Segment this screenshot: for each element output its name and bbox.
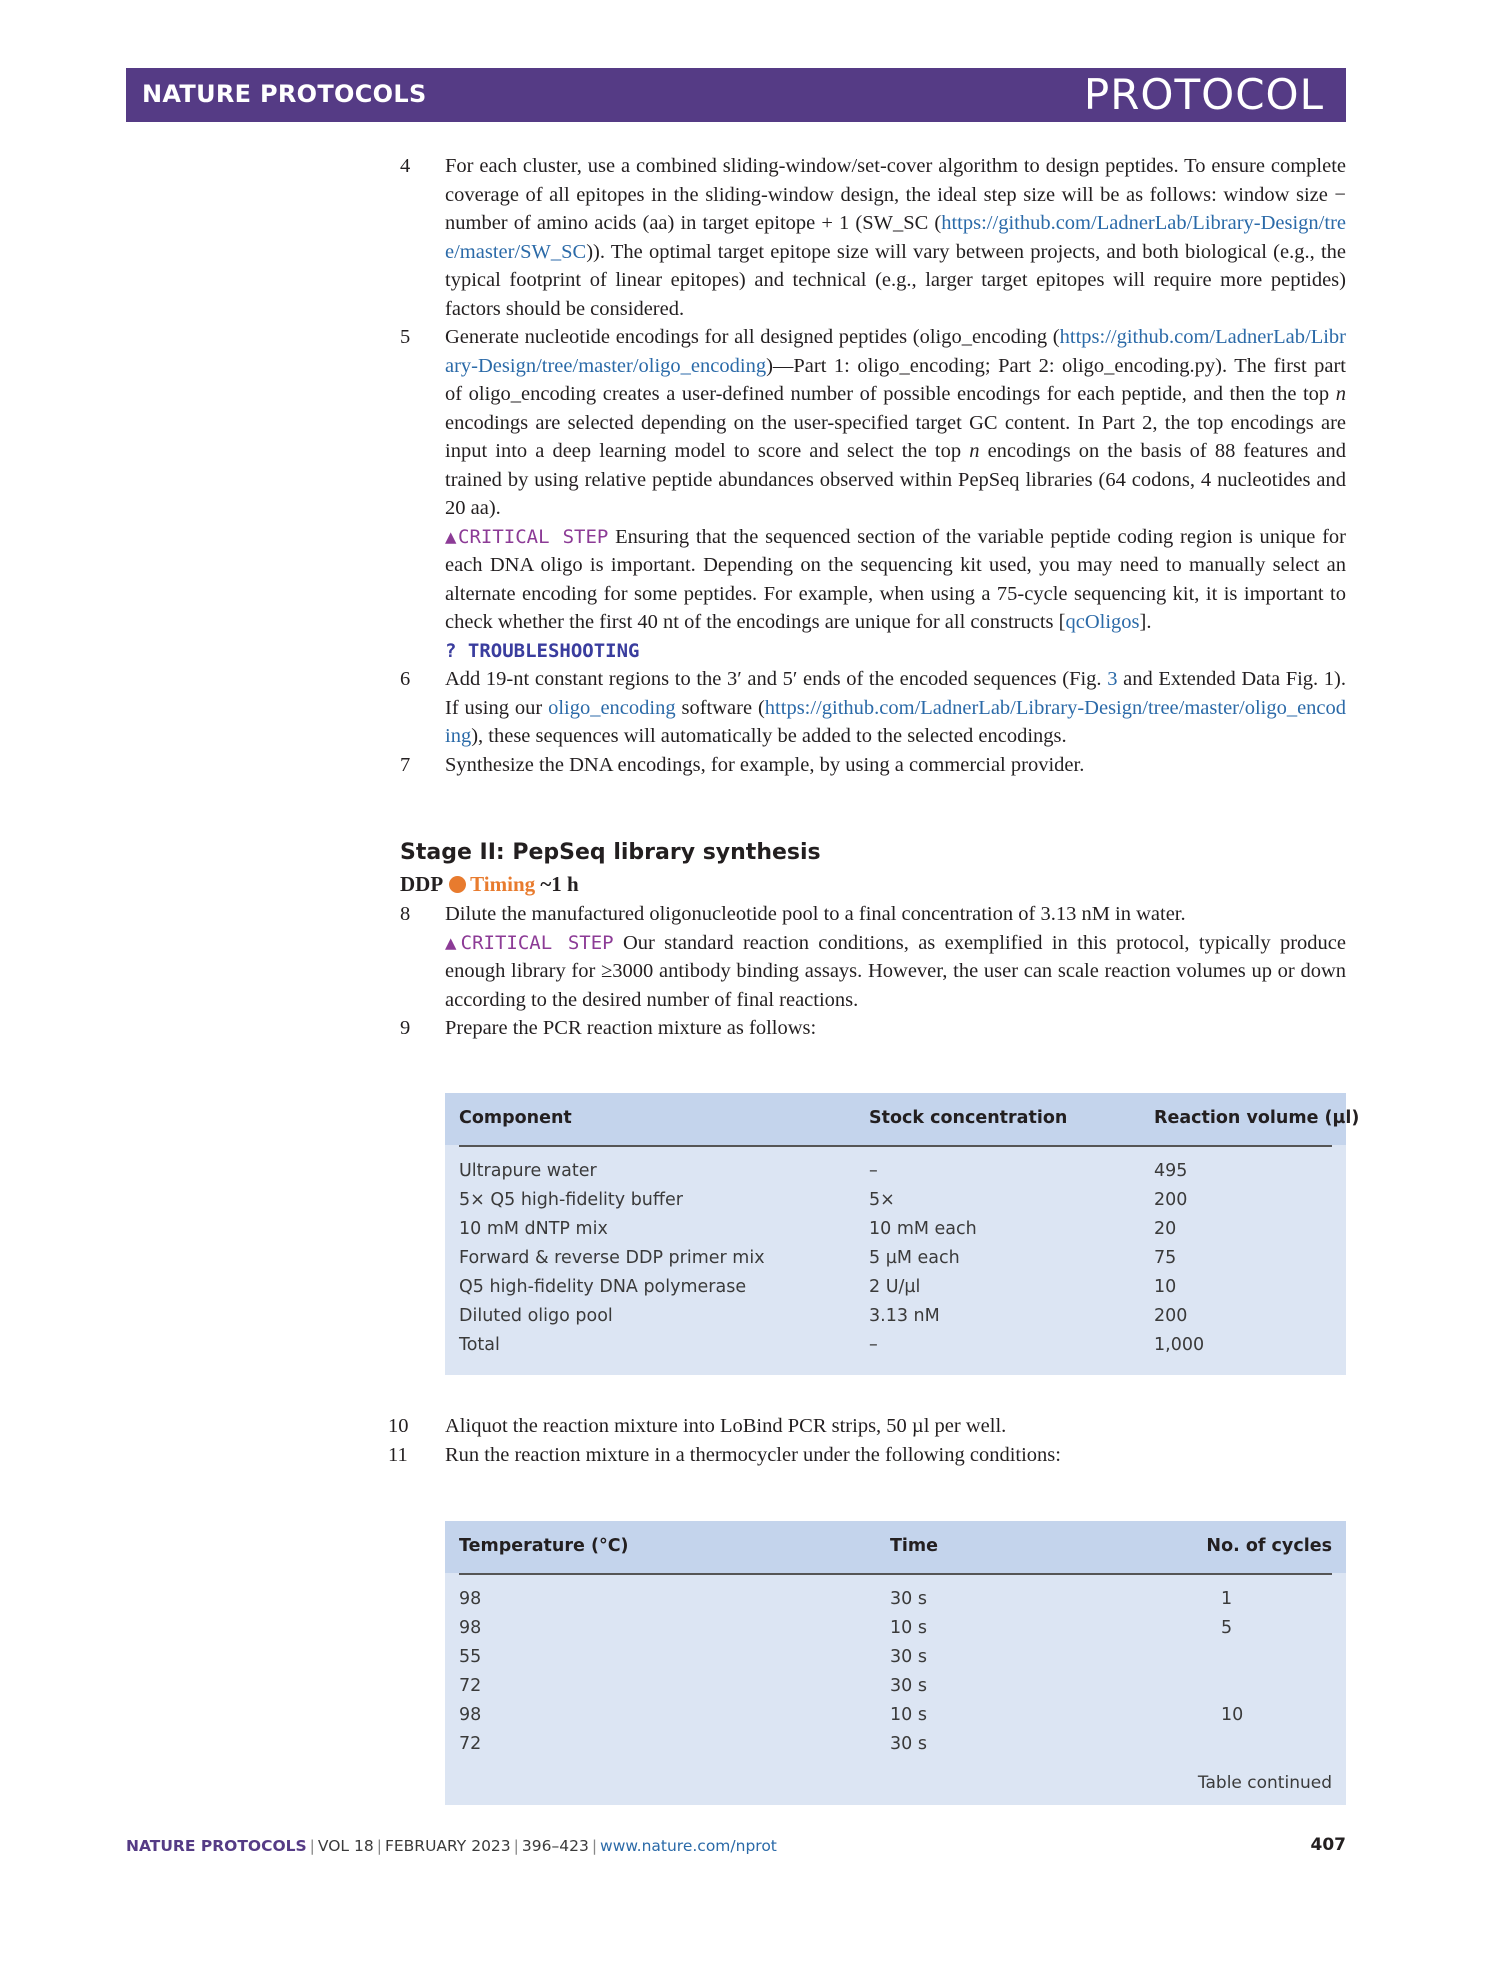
thermocycler-table [445, 1521, 1346, 1805]
figure-3-link[interactable]: 3 [1107, 668, 1118, 690]
step-number: 7 [400, 753, 411, 776]
steps-section-synthesis [400, 900, 1346, 1043]
step-number: 10 [388, 1415, 409, 1437]
footer-url-link[interactable]: www.nature.com/nprot [600, 1837, 777, 1855]
step-4: 4 For each cluster, use a combined sliding-window/set-cover algorithm to design peptides. To ensure complete coverage of all epitopes in the sliding-window design, the ideal step size will be as follows: window size − number of amino acids (aa) in target epitope + 1 (SW_SC (https://github.com/LadnerLab/Library-Design/tree/master/SW_SC)). The optimal target epitope size will vary between projects, and both biological (e.g., the typical footprint of linear epitopes) and technical (e.g., larger target epitopes will require more peptides) factors should be considered. [400, 152, 1346, 323]
timing-label: Timing [470, 872, 536, 896]
column-header: Reaction volume (µl) [1154, 1108, 1360, 1128]
critical-step-note: ▲CRITICAL STEP Ensuring that the sequenced section of the variable peptide coding region is unique for each DNA oligo is important. Depending on the sequencing kit used, you may need to manually select an alternate encoding for some peptides. For example, when using a 75-cycle sequencing kit, it is important to check whether the first 40 nt of the encodings are unique for all constructs [qcOligos]. [445, 525, 1346, 633]
table-row: 55 30 s [459, 1647, 927, 1667]
column-header: Stock concentration [869, 1108, 1068, 1128]
table-header-row [445, 1093, 1360, 1145]
header-rule [459, 1573, 1332, 1575]
table-row: Ultrapure water – 495 [459, 1161, 1188, 1181]
page-number: 407 [1310, 1835, 1346, 1855]
oligo-encoding-software-link[interactable]: oligo_encoding [548, 696, 676, 719]
article-type: PROTOCOL [1083, 70, 1324, 119]
table-row: Forward & reverse DDP primer mix 5 µM each 75 [459, 1248, 1177, 1268]
journal-header-bar [126, 68, 1346, 122]
step-number: 9 [400, 1017, 411, 1039]
stage-heading: Stage II: PepSeq library synthesis [400, 840, 821, 865]
step-number: 6 [400, 668, 411, 690]
table-row: Q5 high-fidelity DNA polymerase 2 U/µl 10 [459, 1277, 1177, 1297]
step-number: 5 [400, 326, 411, 348]
critical-step-label: ▲CRITICAL STEP [445, 931, 614, 954]
column-header: No. of cycles [1206, 1536, 1332, 1556]
timing-value: ~1 h [540, 872, 579, 896]
steps-section-pcr [388, 1412, 1346, 1469]
footer-volume: VOL 18 [317, 1837, 374, 1855]
table-row: Diluted oligo pool 3.13 nM 200 [459, 1306, 1188, 1326]
footer-pages: 396–423 [521, 1837, 589, 1855]
table-row: 98 30 s 1 [459, 1589, 1233, 1609]
pcr-mixture-table [445, 1093, 1360, 1375]
step-6: 6 Add 19-nt constant regions to the 3′ and 5′ ends of the encoded sequences (Fig. 3 and Extended Data Fig. 1). If using our oligo_encoding software (https://github.com/LadnerLab/Library-Design/tree/master/oligo_encoding), these sequences will automatically be added to the selected encodings. [400, 665, 1346, 751]
footer-journal: NATURE PROTOCOLS [126, 1837, 307, 1855]
step-number: 11 [388, 1443, 408, 1466]
step-8: 8 Dilute the manufactured oligonucleotide pool to a final concentration of 3.13 nM in water. ▲CRITICAL STEP Our standard reaction conditions, as exemplified in this protocol, typically produce enough library for ≥3000 antibody binding assays. However, the user can scale reaction volumes up or down according to the desired number of final reactions. [400, 900, 1346, 1014]
table-row: 5× Q5 high-fidelity buffer 5× 200 [459, 1190, 1188, 1210]
critical-step-label: ▲CRITICAL STEP [445, 525, 609, 548]
sw-sc-link[interactable]: https://github.com/LadnerLab/Library-Design/tree/master/SW_SC [445, 212, 1346, 263]
steps-section-design [400, 152, 1346, 779]
critical-step-note: ▲CRITICAL STEP Our standard reaction conditions, as exemplified in this protocol, typically produce enough library for ≥3000 antibody binding assays. However, the user can scale reaction volumes up or down according to the desired number of final reactions. [445, 931, 1346, 1011]
qcoligos-link[interactable]: qcOligos [1065, 611, 1140, 633]
step-10: 10 Aliquot the reaction mixture into LoBind PCR strips, 50 µl per well. [400, 1412, 1346, 1441]
table-row: 98 10 s 5 [459, 1618, 1233, 1638]
journal-name: NATURE PROTOCOLS [142, 80, 427, 108]
column-header: Component [459, 1108, 572, 1128]
timing-line [400, 872, 579, 897]
header-rule [459, 1145, 1332, 1147]
column-header: Time [890, 1536, 939, 1556]
table-row: 98 10 s 10 [459, 1705, 1244, 1725]
oligo-encoding-link[interactable]: https://github.com/LadnerLab/Library-Design/tree/master/oligo_encoding [445, 326, 1346, 377]
timing-dot-icon [449, 876, 466, 893]
table-row: 10 mM dNTP mix 10 mM each 20 [459, 1219, 1177, 1239]
footer-date: FEBRUARY 2023 [384, 1837, 511, 1855]
table-header-row [445, 1521, 1346, 1573]
table-row: 72 30 s [459, 1676, 927, 1696]
troubleshooting-note [445, 637, 1346, 666]
table-row: 72 30 s [459, 1734, 927, 1754]
step-5: 5 Generate nucleotide encodings for all designed peptides (oligo_encoding (https://github.com/LadnerLab/Library-Design/tree/master/oligo_encoding)—Part 1: oligo_encoding; Part 2: oligo_encoding.py). The first part of oligo_encoding creates a user-defined number of possible encodings for each peptide, and then the top n encodings are selected depending on the user-specified target GC content. In Part 2, the top encodings are input into a deep learning model to score and select the top n encodings on the basis of 88 features and trained by using relative peptide abundances observed within PepSeq libraries (64 codons, 4 nucleotides and 20 aa). ▲CRITICAL STEP Ensuring that the sequenced section of the variable peptide coding region is unique for each DNA oligo is important. Depending on the sequencing kit used, you may need to manually select an alternate encoding for some peptides. For example, when using a 75-cycle sequencing kit, it is important to check whether the first 40 nt of the encodings are unique for all constructs [qcOligos]. ? TROUBLESHOOTING [400, 323, 1346, 665]
step-11: 11 Run the reaction mixture in a thermocycler under the following conditions: [400, 1441, 1346, 1470]
table-continued-note: Table continued [1197, 1773, 1332, 1793]
troubleshooting-link[interactable]: ? TROUBLESHOOTING [445, 639, 640, 662]
page-footer: NATURE PROTOCOLS | VOL 18 | FEBRUARY 2023 | 396–423 | www.nature.com/nprot [126, 1837, 777, 1855]
column-header: Temperature (°C) [459, 1536, 629, 1556]
oligo-encoding-repo-link[interactable]: https://github.com/LadnerLab/Library-Design/tree/master/oligo_encoding [445, 696, 1347, 747]
step-9: 9 Prepare the PCR reaction mixture as follows: [400, 1014, 1346, 1043]
ddp-label: DDP [400, 872, 444, 896]
step-number: 8 [400, 903, 411, 925]
step-number: 4 [400, 155, 411, 177]
table-row: Total – 1,000 [459, 1335, 1205, 1355]
step-7: 7 Synthesize the DNA encodings, for example, by using a commercial provider. [400, 751, 1346, 780]
